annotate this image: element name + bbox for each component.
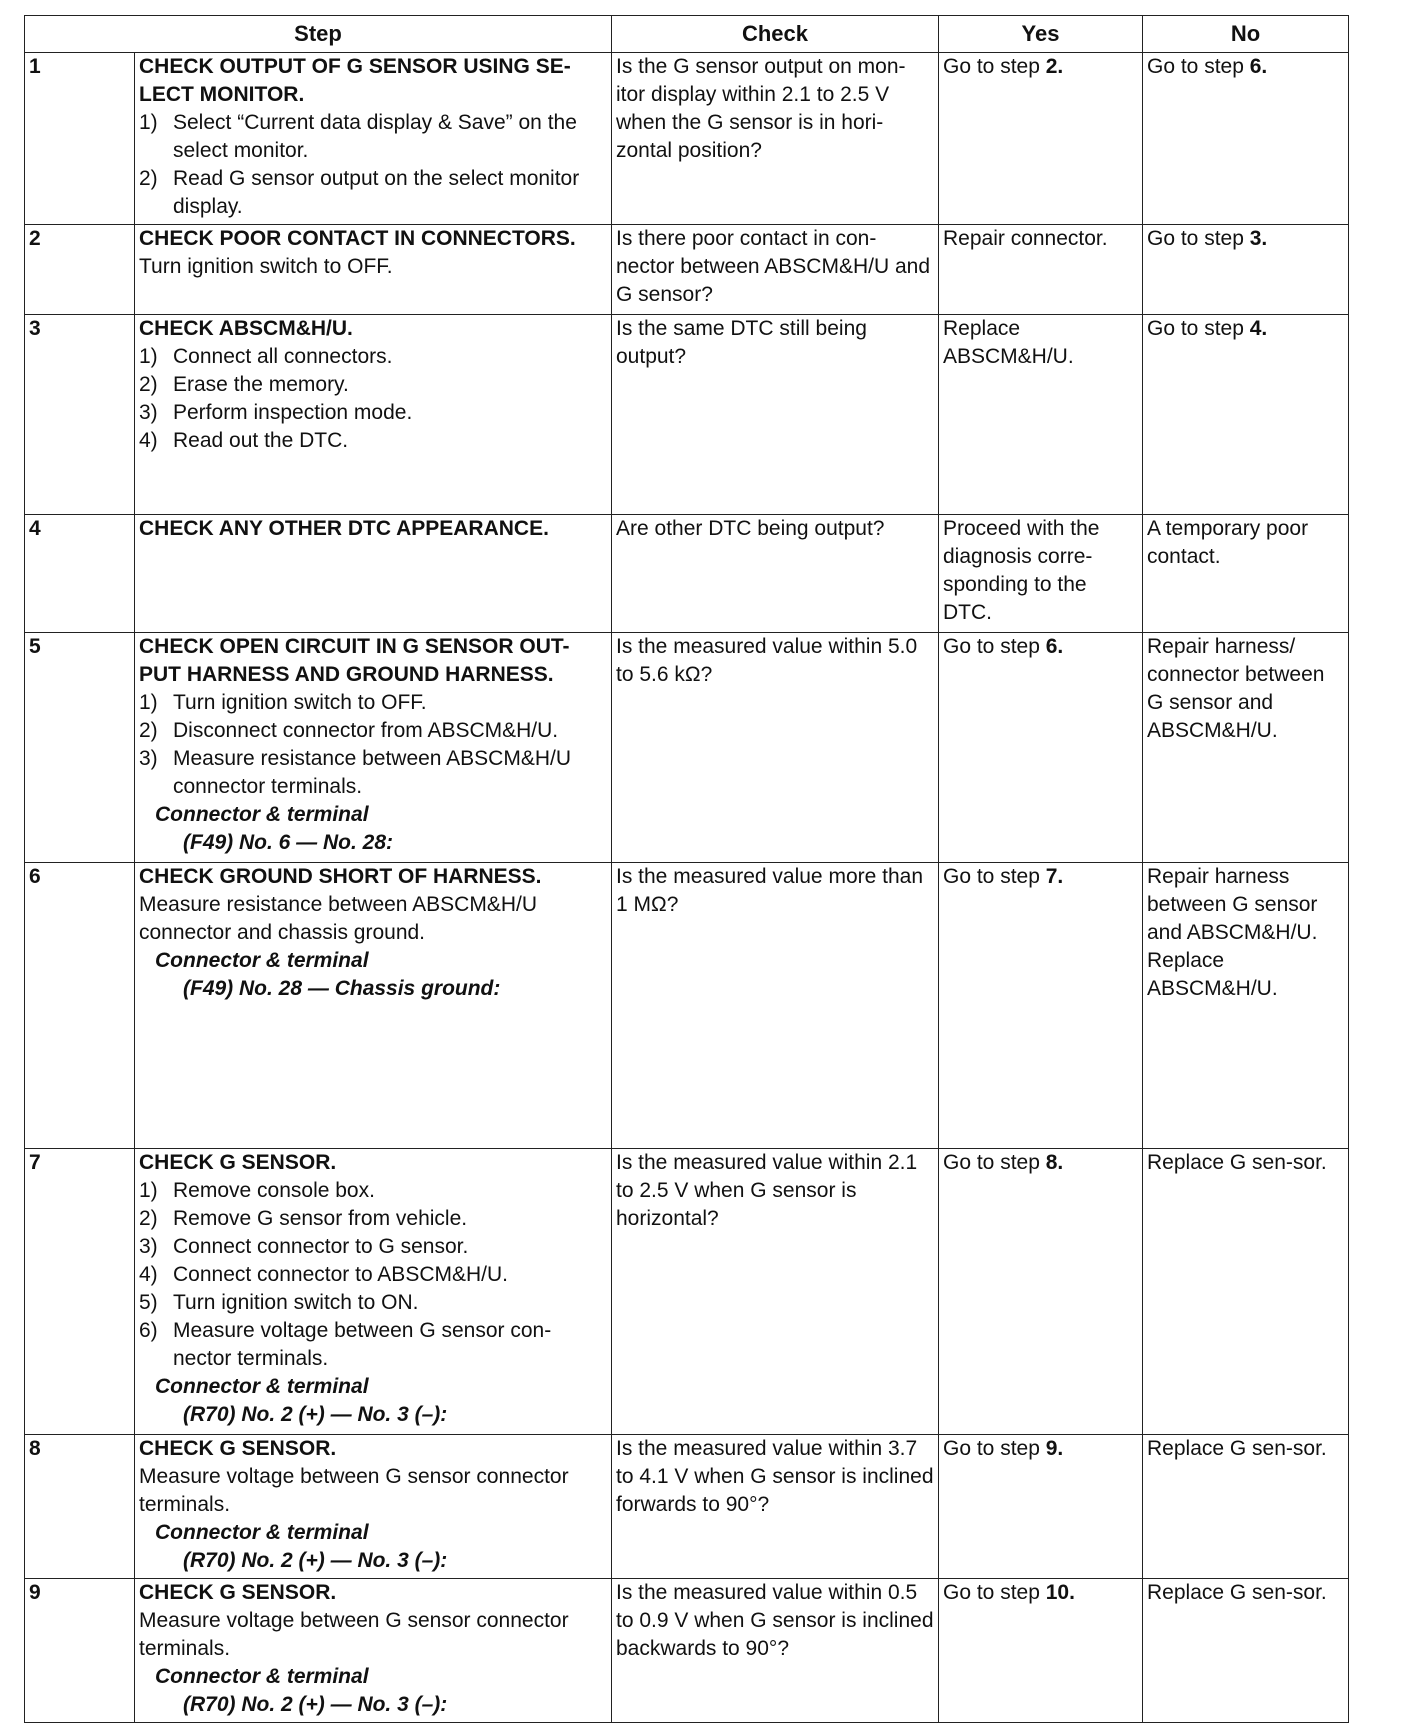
sub-step-text: Measure resistance between ABSCM&H/U connector terminals. <box>173 747 572 798</box>
no-text: Repair harness between G sensor and ABSCM&H/U. Replace ABSCM&H/U. <box>1147 865 1318 1000</box>
step-number: 4 <box>25 515 135 633</box>
table-row <box>25 1435 1349 1579</box>
yes-cell <box>939 315 1143 515</box>
sub-step-text: Measure voltage between G sensor con-nector terminals. <box>173 1319 552 1370</box>
connector-terminal-label: Connector & terminal <box>155 803 369 826</box>
sub-step <box>139 1205 607 1233</box>
sub-step-list <box>139 109 607 221</box>
sub-step-number: 3) <box>139 401 158 424</box>
table-header-row <box>25 16 1349 53</box>
yes-step-ref: 2. <box>1045 55 1064 78</box>
yes-text: Repair connector. <box>943 227 1108 250</box>
yes-text: Replace ABSCM&H/U. <box>943 317 1074 368</box>
yes-cell <box>939 633 1143 863</box>
sub-step-text: Turn ignition switch to ON. <box>173 1291 419 1314</box>
yes-step-ref: 10. <box>1045 1581 1075 1604</box>
column-header-yes: Yes <box>939 16 1143 53</box>
connector-terminal-spec: (F49) No. 28 — Chassis ground: <box>183 977 501 1000</box>
connector-terminal-spec: (R70) No. 2 (+) — No. 3 (–): <box>183 1549 448 1572</box>
yes-text: Go to step <box>943 865 1046 888</box>
step-instruction: Turn ignition switch to OFF. <box>139 255 393 278</box>
table-row <box>25 633 1349 863</box>
sub-step-number: 2) <box>139 167 158 190</box>
step-title: CHECK OPEN CIRCUIT IN G SENSOR OUT-PUT HARNESS AND GROUND HARNESS. <box>139 635 570 686</box>
step-instruction: Measure voltage between G sensor connector terminals. <box>139 1465 569 1516</box>
yes-cell <box>939 225 1143 315</box>
connector-terminal-label: Connector & terminal <box>155 1665 369 1688</box>
no-cell <box>1143 633 1349 863</box>
check-cell: Is the measured value within 2.1 to 2.5 V when G sensor is horizontal? <box>612 1149 939 1435</box>
step-title: CHECK ANY OTHER DTC APPEARANCE. <box>139 517 549 540</box>
yes-cell <box>939 53 1143 225</box>
no-step-ref: 6. <box>1249 55 1268 78</box>
column-header-step: Step <box>25 16 612 53</box>
sub-step-number: 2) <box>139 373 158 396</box>
column-header-no: No <box>1143 16 1349 53</box>
sub-step <box>139 343 607 371</box>
sub-step-text: Remove console box. <box>173 1179 375 1202</box>
yes-cell <box>939 515 1143 633</box>
yes-cell <box>939 1435 1143 1579</box>
sub-step-text: Read G sensor output on the select monitor display. <box>173 167 580 218</box>
table-body <box>25 53 1349 1723</box>
check-cell: Is the measured value within 0.5 to 0.9 V when G sensor is inclined backwards to 90°? <box>612 1579 939 1723</box>
no-step-ref: 3. <box>1249 227 1268 250</box>
sub-step-number: 1) <box>139 345 158 368</box>
no-text: Go to step <box>1147 317 1250 340</box>
no-text: Go to step <box>1147 227 1250 250</box>
no-cell <box>1143 225 1349 315</box>
sub-step-number: 1) <box>139 1179 158 1202</box>
connector-terminal-spec: (F49) No. 6 — No. 28: <box>183 831 394 854</box>
sub-step-text: Connect all connectors. <box>173 345 393 368</box>
sub-step-text: Select “Current data display & Save” on the select monitor. <box>173 111 577 162</box>
table-row <box>25 53 1349 225</box>
check-cell: Is the measured value more than 1 MΩ? <box>612 863 939 1149</box>
step-number: 2 <box>25 225 135 315</box>
check-cell: Is the same DTC still being output? <box>612 315 939 515</box>
step-cell <box>135 315 612 515</box>
no-cell <box>1143 53 1349 225</box>
no-cell <box>1143 863 1349 1149</box>
no-text: Replace G sen-sor. <box>1147 1437 1327 1460</box>
check-cell: Is the G sensor output on mon-itor display within 2.1 to 2.5 V when the G sensor is in hori-zontal position? <box>612 53 939 225</box>
sub-step-list <box>139 689 607 801</box>
no-text: A temporary poor contact. <box>1147 517 1309 568</box>
sub-step-list <box>139 1177 607 1373</box>
table-row <box>25 1149 1349 1435</box>
no-text: Repair harness/ connector between G sensor and ABSCM&H/U. <box>1147 635 1325 742</box>
no-text: Replace G sen-sor. <box>1147 1151 1327 1174</box>
sub-step-text: Read out the DTC. <box>173 429 349 452</box>
step-number: 1 <box>25 53 135 225</box>
step-number: 3 <box>25 315 135 515</box>
no-step-ref: 4. <box>1249 317 1268 340</box>
sub-step <box>139 371 607 399</box>
sub-step-number: 6) <box>139 1319 158 1342</box>
yes-cell <box>939 863 1143 1149</box>
column-header-check: Check <box>612 16 939 53</box>
sub-step-text: Erase the memory. <box>173 373 349 396</box>
sub-step-text: Turn ignition switch to OFF. <box>173 691 427 714</box>
step-instruction: Measure voltage between G sensor connector terminals. <box>139 1609 569 1660</box>
step-cell <box>135 225 612 315</box>
sub-step <box>139 1233 607 1261</box>
step-title: CHECK G SENSOR. <box>139 1581 337 1604</box>
sub-step-number: 4) <box>139 1263 158 1286</box>
check-cell: Is there poor contact in con-nector between ABSCM&H/U and G sensor? <box>612 225 939 315</box>
yes-step-ref: 9. <box>1045 1437 1064 1460</box>
step-cell <box>135 1149 612 1435</box>
sub-step-text: Remove G sensor from vehicle. <box>173 1207 468 1230</box>
yes-cell <box>939 1149 1143 1435</box>
sub-step-number: 5) <box>139 1291 158 1314</box>
step-number: 5 <box>25 633 135 863</box>
sub-step-number: 1) <box>139 111 158 134</box>
yes-text: Go to step <box>943 1581 1046 1604</box>
connector-terminal-label: Connector & terminal <box>155 1521 369 1544</box>
step-number: 6 <box>25 863 135 1149</box>
sub-step <box>139 1317 607 1373</box>
sub-step-text: Connect connector to G sensor. <box>173 1235 469 1258</box>
check-cell: Is the measured value within 3.7 to 4.1 V when G sensor is inclined forwards to 90°? <box>612 1435 939 1579</box>
connector-terminal-spec: (R70) No. 2 (+) — No. 3 (–): <box>183 1403 448 1426</box>
sub-step <box>139 717 607 745</box>
step-title: CHECK G SENSOR. <box>139 1151 337 1174</box>
table-row <box>25 315 1349 515</box>
yes-step-ref: 6. <box>1045 635 1064 658</box>
sub-step-text: Disconnect connector from ABSCM&H/U. <box>173 719 559 742</box>
step-cell <box>135 53 612 225</box>
step-cell <box>135 1579 612 1723</box>
sub-step <box>139 165 607 221</box>
sub-step-number: 3) <box>139 1235 158 1258</box>
sub-step <box>139 1289 607 1317</box>
sub-step <box>139 109 607 165</box>
connector-terminal-label: Connector & terminal <box>155 949 369 972</box>
step-cell <box>135 863 612 1149</box>
step-cell <box>135 633 612 863</box>
table-row <box>25 863 1349 1149</box>
sub-step-list <box>139 343 607 455</box>
step-number: 7 <box>25 1149 135 1435</box>
check-cell: Is the measured value within 5.0 to 5.6 kΩ? <box>612 633 939 863</box>
yes-text: Go to step <box>943 1437 1046 1460</box>
sub-step-text: Perform inspection mode. <box>173 401 413 424</box>
sub-step-number: 2) <box>139 1207 158 1230</box>
no-cell <box>1143 1435 1349 1579</box>
sub-step-number: 1) <box>139 691 158 714</box>
yes-text: Go to step <box>943 1151 1046 1174</box>
sub-step <box>139 689 607 717</box>
sub-step <box>139 427 607 455</box>
diagnosis-table <box>24 15 1349 1723</box>
no-cell <box>1143 1149 1349 1435</box>
no-cell <box>1143 515 1349 633</box>
yes-text: Proceed with the diagnosis corre-sponding to the DTC. <box>943 517 1100 624</box>
step-number: 9 <box>25 1579 135 1723</box>
yes-cell <box>939 1579 1143 1723</box>
no-cell <box>1143 1579 1349 1723</box>
step-cell <box>135 1435 612 1579</box>
connector-terminal-spec: (R70) No. 2 (+) — No. 3 (–): <box>183 1693 448 1716</box>
step-title: CHECK OUTPUT OF G SENSOR USING SE-LECT MONITOR. <box>139 55 571 106</box>
yes-text: Go to step <box>943 635 1046 658</box>
sub-step <box>139 1177 607 1205</box>
yes-text: Go to step <box>943 55 1046 78</box>
sub-step <box>139 745 607 801</box>
sub-step-text: Connect connector to ABSCM&H/U. <box>173 1263 508 1286</box>
no-text: Go to step <box>1147 55 1250 78</box>
step-title: CHECK GROUND SHORT OF HARNESS. <box>139 865 542 888</box>
step-number: 8 <box>25 1435 135 1579</box>
sub-step <box>139 399 607 427</box>
no-text: Replace G sen-sor. <box>1147 1581 1327 1604</box>
yes-step-ref: 7. <box>1045 865 1064 888</box>
step-title: CHECK G SENSOR. <box>139 1437 337 1460</box>
no-cell <box>1143 315 1349 515</box>
sub-step-number: 3) <box>139 747 158 770</box>
step-title: CHECK POOR CONTACT IN CONNECTORS. <box>139 227 576 250</box>
step-cell <box>135 515 612 633</box>
step-title: CHECK ABSCM&H/U. <box>139 317 353 340</box>
step-instruction: Measure resistance between ABSCM&H/U connector and chassis ground. <box>139 893 538 944</box>
yes-step-ref: 8. <box>1045 1151 1064 1174</box>
table-row <box>25 515 1349 633</box>
sub-step-number: 2) <box>139 719 158 742</box>
connector-terminal-label: Connector & terminal <box>155 1375 369 1398</box>
table-row <box>25 225 1349 315</box>
table-row <box>25 1579 1349 1723</box>
sub-step-number: 4) <box>139 429 158 452</box>
check-cell: Are other DTC being output? <box>612 515 939 633</box>
sub-step <box>139 1261 607 1289</box>
